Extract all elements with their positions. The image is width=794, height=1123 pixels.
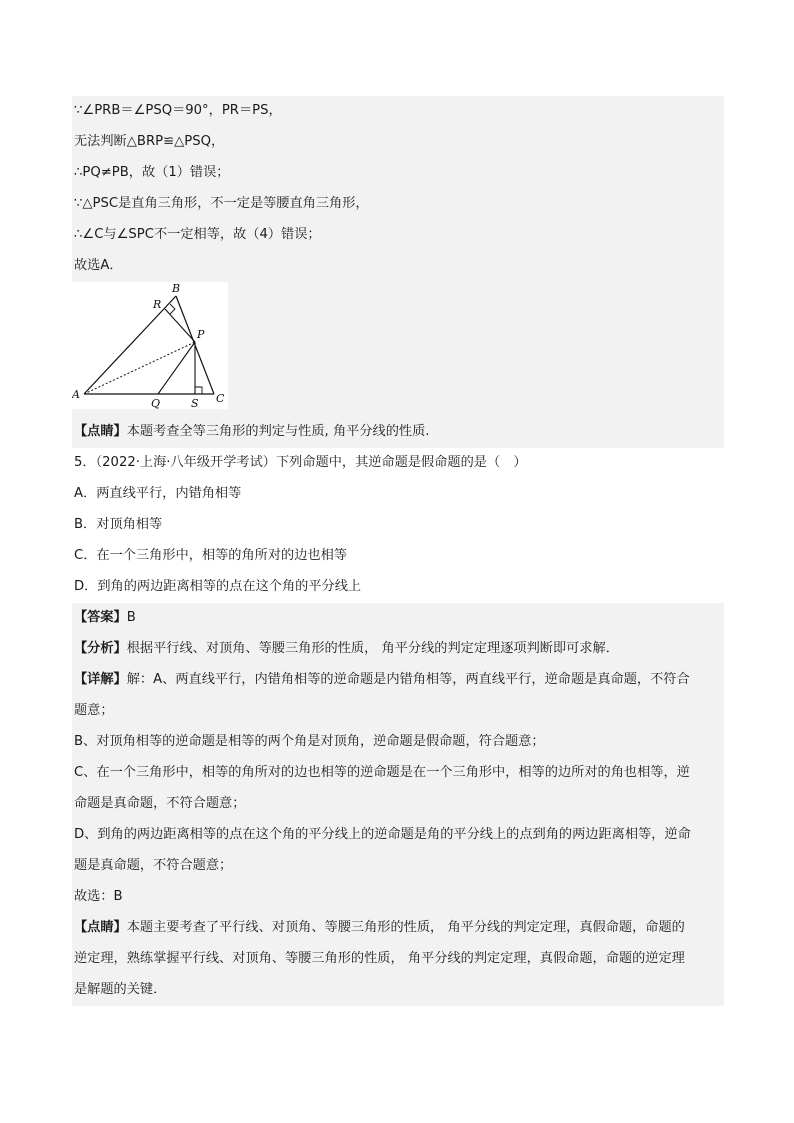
analysis-text: 根据平行线、对顶角、等腰三角形的性质， 角平分线的判定定理逐项判断即可求解． [126, 641, 619, 656]
question-stem-text: 5．（2022·上海·八年级开学考试）下列命题中，其逆命题是假命题的是（ ） [74, 455, 527, 470]
detail-a-line-2 [72, 696, 724, 727]
solution-line-2 [72, 127, 724, 158]
comment-text: 是解题的关键． [74, 982, 167, 997]
option-a-text: A．两直线平行，内错角相等 [74, 486, 242, 501]
geometry-figure [72, 282, 228, 409]
option-b [72, 510, 724, 541]
figure-block [72, 282, 724, 417]
question-stem [72, 448, 724, 479]
solution-text: 无法判断△BRP≌△PSQ， [74, 134, 225, 149]
segment-pq [158, 342, 195, 394]
comment-tag: 【点睛】 [74, 424, 127, 439]
detail-d-line-2 [72, 851, 724, 882]
label-c: C [216, 392, 225, 405]
comment-tag: 【点睛】 [74, 920, 127, 935]
triangle-diagram [72, 282, 228, 409]
label-a: A [72, 388, 80, 401]
comment-text: 逆定理，熟练掌握平行线、对顶角、等腰三角形的性质， 角平分线的判定定理，真假命题，命题的逆定理 [74, 951, 685, 966]
segment-pr [165, 309, 195, 342]
detail-c-line-2 [72, 789, 724, 820]
detail-text: D、到角的两边距离相等的点在这个角的平分线上的逆命题是角的平分线上的点到角的两边距离相等，逆命 [74, 827, 691, 842]
right-angle-mark-s [195, 387, 202, 394]
detail-conclusion [72, 882, 724, 913]
comment-line-1 [72, 913, 724, 944]
option-d-text: D．到角的两边距离相等的点在这个角的平分线上 [74, 579, 362, 594]
solution-text: 故选A． [74, 258, 123, 273]
detail-c-line-1 [72, 758, 724, 789]
analysis-tag: 【分析】 [74, 641, 127, 656]
detail-text: 题意； [74, 703, 114, 718]
detail-text: B、对顶角相等的逆命题是相等的两个角是对顶角，逆命题是假命题，符合题意； [74, 734, 545, 749]
answer-text: B [126, 610, 136, 625]
right-angle-mark-r [170, 304, 175, 314]
solution-line-3 [72, 158, 724, 189]
solution-line-5 [72, 220, 724, 251]
comment-text: 本题主要考查了平行线、对顶角、等腰三角形的性质， 角平分线的判定定理，真假命题，命题的 [126, 920, 685, 935]
option-c-text: C．在一个三角形中，相等的角所对的边也相等 [74, 548, 347, 563]
document-page [72, 96, 724, 1006]
solution-line-4 [72, 189, 724, 220]
solution-text: ∵△PSC是直角三角形，不一定是等腰直角三角形， [74, 196, 369, 211]
detail-text: 题是真命题，不符合题意； [74, 858, 233, 873]
detail-d-line-1 [72, 820, 724, 851]
comment-prev [72, 417, 724, 448]
option-b-text: B．对顶角相等 [74, 517, 163, 532]
detail-text: 命题是真命题，不符合题意； [74, 796, 246, 811]
comment-text: 本题考查全等三角形的判定与性质, 角平分线的性质. [126, 424, 430, 439]
option-d [72, 572, 724, 603]
comment-line-3 [72, 975, 724, 1006]
detail-a-line-1 [72, 665, 724, 696]
solution-text: ∴PQ≠PB，故（1）错误； [74, 165, 230, 180]
label-s: S [191, 397, 199, 409]
answer-tag: 【答案】 [74, 610, 127, 625]
analysis-line [72, 634, 724, 665]
label-q: Q [151, 397, 161, 409]
segment-ab [84, 296, 176, 394]
detail-text: 解：A、两直线平行，内错角相等的逆命题是内错角相等，两直线平行，逆命题是真命题，不符合 [126, 672, 690, 687]
segment-ap-dashed [84, 342, 195, 394]
solution-text: ∴∠C与∠SPC不一定相等，故（4）错误； [74, 227, 321, 242]
solution-line-1 [72, 96, 724, 127]
comment-line-2 [72, 944, 724, 975]
label-p: P [197, 328, 205, 341]
solution-text: ∵∠PRB＝∠PSQ＝90°，PR＝PS， [74, 103, 282, 118]
detail-text: C、在一个三角形中，相等的角所对的边也相等的逆命题是在一个三角形中，相等的边所对的角也相等，逆 [74, 765, 690, 780]
option-a [72, 479, 724, 510]
detail-tag: 【详解】 [74, 672, 127, 687]
answer-line [72, 603, 724, 634]
detail-text: 故选：B [74, 889, 123, 904]
solution-line-6 [72, 251, 724, 282]
label-b: B [172, 282, 181, 295]
option-c [72, 541, 724, 572]
label-r: R [153, 298, 162, 311]
detail-b-line [72, 727, 724, 758]
